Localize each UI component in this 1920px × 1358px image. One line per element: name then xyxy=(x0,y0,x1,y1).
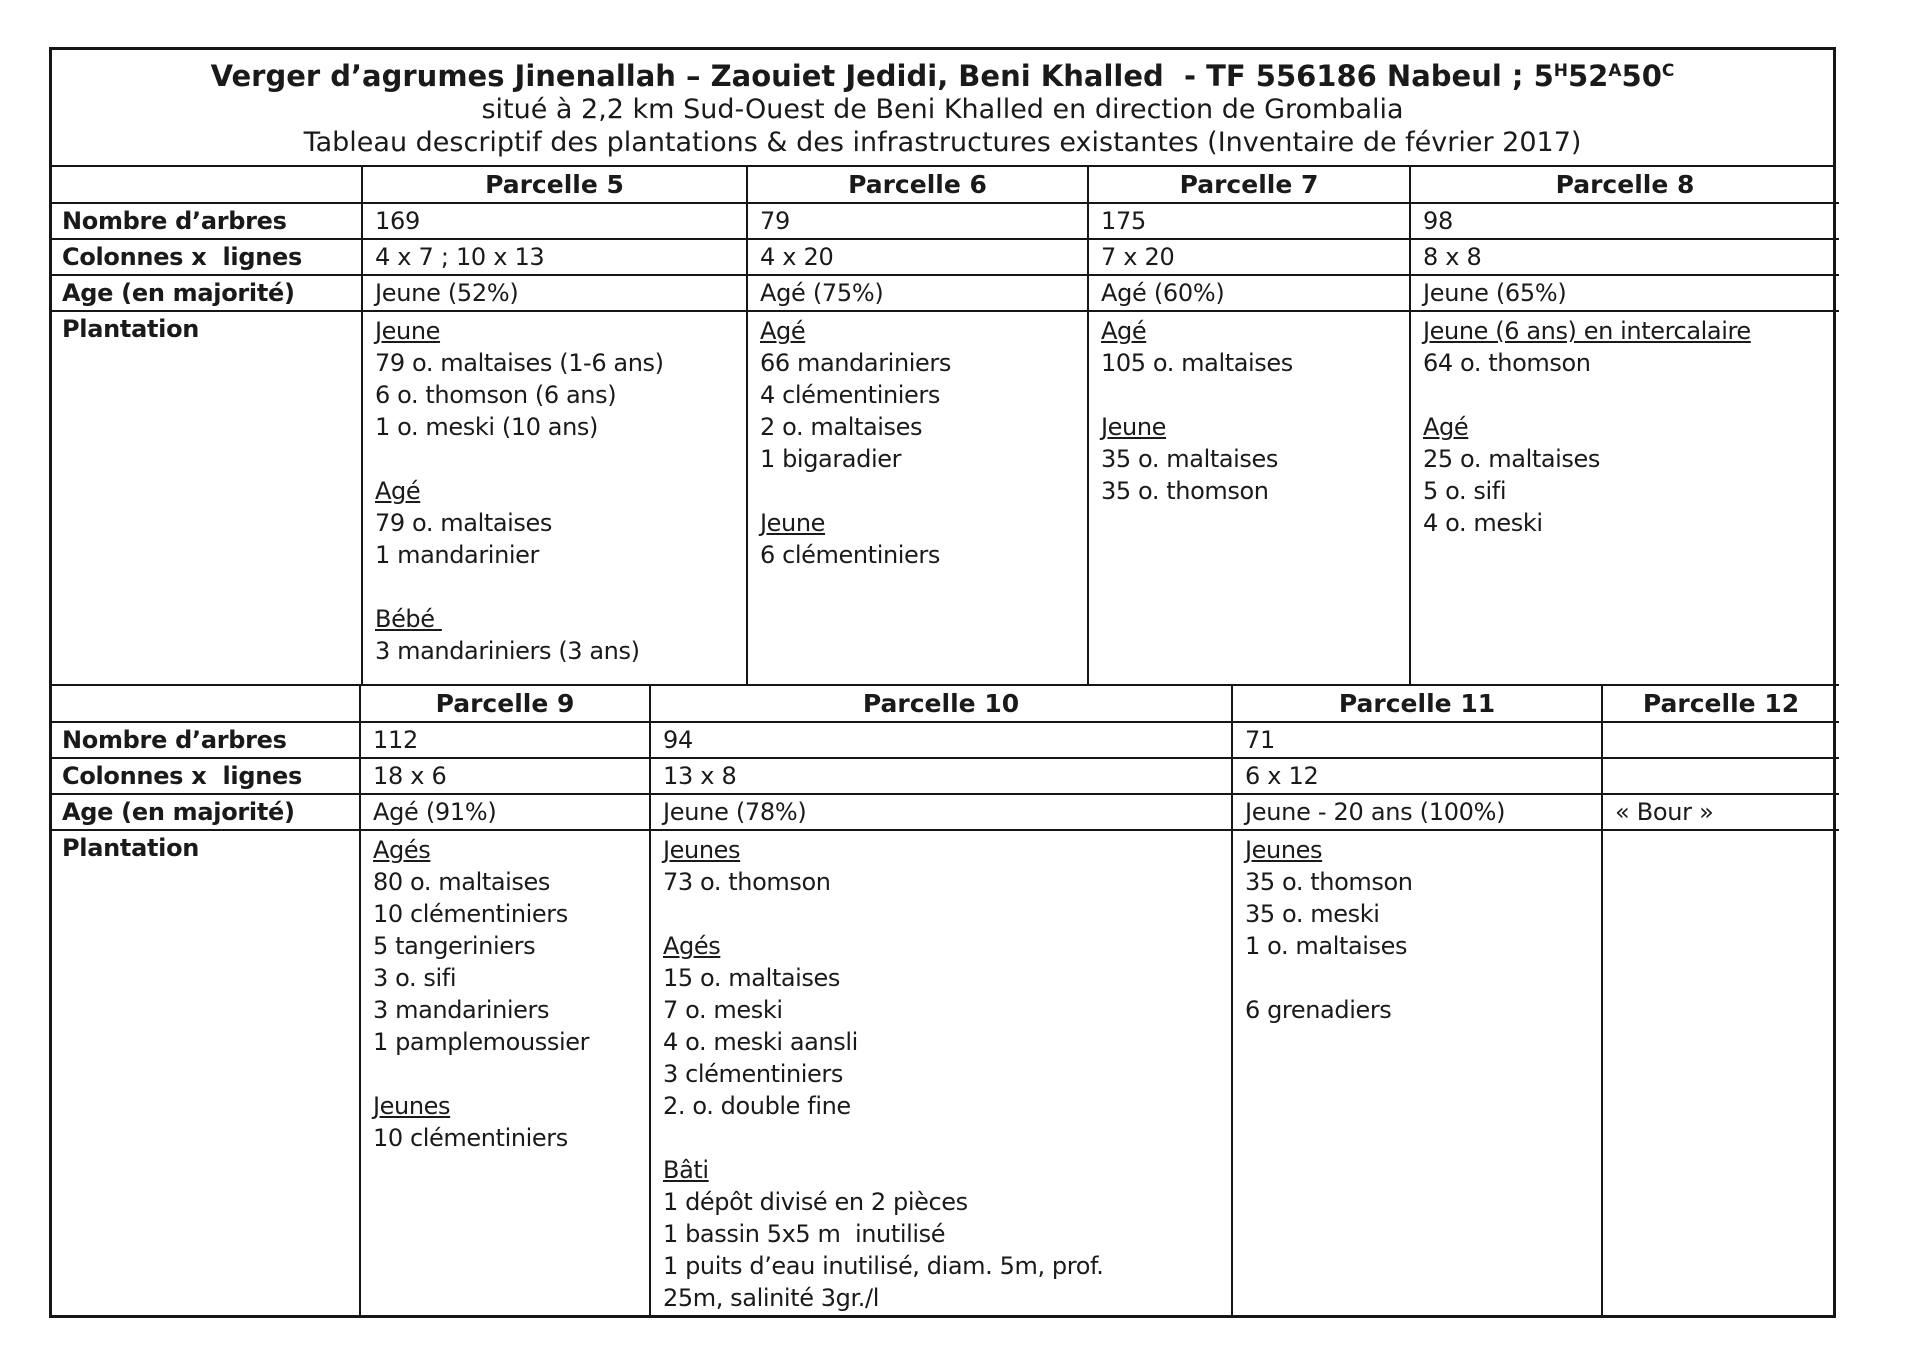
plantation-line xyxy=(760,475,1087,507)
title-superscript-are: A xyxy=(1608,61,1622,81)
column-header-parcelle-8: Parcelle 8 xyxy=(1410,167,1839,203)
table-header-row xyxy=(52,167,1839,203)
plantation-line: 79 o. maltaises (1-6 ans) xyxy=(375,349,664,377)
parcelles-table-5-8 xyxy=(52,167,1839,686)
column-header-parcelle-12: Parcelle 12 xyxy=(1602,686,1839,722)
plantation-line xyxy=(1245,962,1601,994)
plantation-line: Agés xyxy=(663,932,721,960)
plantation-line: 1 o. meski (10 ans) xyxy=(375,413,598,441)
plantation-line: Bébé xyxy=(375,605,442,633)
plantation-line: 6 grenadiers xyxy=(1245,996,1392,1024)
grid-parcelle-11: 6 x 12 xyxy=(1232,758,1602,794)
plantation-line: 35 o. meski xyxy=(1245,900,1380,928)
plantation-line: Jeunes xyxy=(663,836,741,864)
plantation-line: 3 o. sifi xyxy=(373,964,457,992)
grid-parcelle-7: 7 x 20 xyxy=(1088,239,1410,275)
plantation-cell-parcelle-6 xyxy=(747,311,1088,685)
grid-parcelle-12 xyxy=(1602,758,1839,794)
plantation-line: 1 bigaradier xyxy=(760,445,902,473)
title-superscript-centiare: C xyxy=(1661,61,1675,81)
parcelles-table-9-12 xyxy=(52,686,1839,1315)
row-label-plantation: Plantation xyxy=(52,830,360,1315)
column-header-parcelle-9: Parcelle 9 xyxy=(360,686,650,722)
title-text: 50 xyxy=(1621,59,1662,93)
scanned-inventory-document xyxy=(49,47,1836,1318)
plantation-cell-parcelle-7 xyxy=(1088,311,1410,685)
plantation-line: 105 o. maltaises xyxy=(1101,349,1293,377)
grid-parcelle-8: 8 x 8 xyxy=(1410,239,1839,275)
plantation-line: 1 pamplemoussier xyxy=(373,1028,590,1056)
plantation-line: 7 o. meski xyxy=(663,996,783,1024)
plantation-cell-parcelle-8 xyxy=(1410,311,1839,685)
age-parcelle-8: Jeune (65%) xyxy=(1410,275,1839,311)
plantation-line: 10 clémentiniers xyxy=(373,900,568,928)
row-label-plantation: Plantation xyxy=(52,311,362,685)
age-parcelle-6: Agé (75%) xyxy=(747,275,1088,311)
plantation-line: Agé xyxy=(1423,413,1469,441)
plantation-line: Jeunes xyxy=(373,1092,451,1120)
table-row-trees xyxy=(52,722,1839,758)
plantation-line: 6 o. thomson (6 ans) xyxy=(375,381,617,409)
table-row-grid xyxy=(52,758,1839,794)
plantation-cell-parcelle-9 xyxy=(360,830,650,1315)
table-row-plantation xyxy=(52,311,1839,685)
plantation-cell-parcelle-12 xyxy=(1602,830,1839,1315)
grid-parcelle-9: 18 x 6 xyxy=(360,758,650,794)
table-row-age xyxy=(52,275,1839,311)
corner-cell xyxy=(52,686,360,722)
title-text: 52 xyxy=(1568,59,1609,93)
column-header-parcelle-7: Parcelle 7 xyxy=(1088,167,1410,203)
plantation-line: 80 o. maltaises xyxy=(373,868,551,896)
trees-parcelle-11: 71 xyxy=(1232,722,1602,758)
plantation-line: Agés xyxy=(373,836,431,864)
plantation-line xyxy=(663,1122,1231,1154)
table-row-grid xyxy=(52,239,1839,275)
plantation-cell-parcelle-5 xyxy=(362,311,747,685)
plantation-line: 1 dépôt divisé en 2 pièces xyxy=(663,1188,968,1216)
plantation-line: 66 mandariniers xyxy=(760,349,951,377)
title-text: Verger d’agrumes Jinenallah – Zaouiet Jedidi, Beni Khalled - TF 556186 Nabeul ; 5 xyxy=(210,59,1554,93)
plantation-line: 4 clémentiniers xyxy=(760,381,940,409)
plantation-line xyxy=(373,1058,649,1090)
plantation-cell-parcelle-11 xyxy=(1232,830,1602,1315)
grid-parcelle-10: 13 x 8 xyxy=(650,758,1232,794)
column-header-parcelle-5: Parcelle 5 xyxy=(362,167,747,203)
document-subtitle-location: situé à 2,2 km Sud-Ouest de Beni Khalled en direction de Grombalia xyxy=(481,94,1404,125)
column-header-parcelle-6: Parcelle 6 xyxy=(747,167,1088,203)
plantation-line: 3 mandariniers (3 ans) xyxy=(375,637,640,665)
plantation-line: 35 o. thomson xyxy=(1245,868,1413,896)
plantation-cell-parcelle-10 xyxy=(650,830,1232,1315)
age-parcelle-9: Agé (91%) xyxy=(360,794,650,830)
table-row-trees xyxy=(52,203,1839,239)
plantation-line: 25m, salinité 3gr./l xyxy=(663,1284,879,1312)
plantation-line: 5 tangeriniers xyxy=(373,932,536,960)
plantation-line: Jeune xyxy=(760,509,826,537)
age-parcelle-11: Jeune - 20 ans (100%) xyxy=(1232,794,1602,830)
plantation-line xyxy=(1423,379,1839,411)
plantation-line xyxy=(1101,379,1409,411)
plantation-line: 1 o. maltaises xyxy=(1245,932,1408,960)
row-label-age: Age (en majorité) xyxy=(52,275,362,311)
trees-parcelle-9: 112 xyxy=(360,722,650,758)
grid-parcelle-5: 4 x 7 ; 10 x 13 xyxy=(362,239,747,275)
row-label-trees: Nombre d’arbres xyxy=(52,722,360,758)
plantation-line: 1 puits d’eau inutilisé, diam. 5m, prof. xyxy=(663,1252,1104,1280)
table-row-age xyxy=(52,794,1839,830)
trees-parcelle-5: 169 xyxy=(362,203,747,239)
plantation-line: 3 mandariniers xyxy=(373,996,550,1024)
plantation-line: 35 o. thomson xyxy=(1101,477,1269,505)
trees-parcelle-10: 94 xyxy=(650,722,1232,758)
age-parcelle-10: Jeune (78%) xyxy=(650,794,1232,830)
title-superscript-hectare: H xyxy=(1553,61,1568,81)
column-header-parcelle-10: Parcelle 10 xyxy=(650,686,1232,722)
plantation-line: 73 o. thomson xyxy=(663,868,831,896)
grid-parcelle-6: 4 x 20 xyxy=(747,239,1088,275)
trees-parcelle-8: 98 xyxy=(1410,203,1839,239)
row-label-age: Age (en majorité) xyxy=(52,794,360,830)
plantation-line: 10 clémentiniers xyxy=(373,1124,568,1152)
table-header-row xyxy=(52,686,1839,722)
trees-parcelle-6: 79 xyxy=(747,203,1088,239)
plantation-line: 64 o. thomson xyxy=(1423,349,1591,377)
plantation-line: 5 o. sifi xyxy=(1423,477,1507,505)
plantation-line: 2. o. double fine xyxy=(663,1092,851,1120)
row-label-grid: Colonnes x lignes xyxy=(52,758,360,794)
plantation-line xyxy=(663,898,1231,930)
document-header xyxy=(52,50,1833,167)
corner-cell xyxy=(52,167,362,203)
age-parcelle-5: Jeune (52%) xyxy=(362,275,747,311)
plantation-line: Jeune xyxy=(1101,413,1167,441)
plantation-line: 6 clémentiniers xyxy=(760,541,940,569)
plantation-line: 1 mandarinier xyxy=(375,541,539,569)
document-title xyxy=(52,55,1833,93)
plantation-line: 15 o. maltaises xyxy=(663,964,841,992)
plantation-line: 1 bassin 5x5 m inutilisé xyxy=(663,1220,946,1248)
plantation-line: 4 o. meski aansli xyxy=(663,1028,858,1056)
age-parcelle-12: « Bour » xyxy=(1602,794,1839,830)
age-parcelle-7: Agé (60%) xyxy=(1088,275,1410,311)
plantation-line: 3 clémentiniers xyxy=(663,1060,843,1088)
plantation-line: 2 o. maltaises xyxy=(760,413,923,441)
column-header-parcelle-11: Parcelle 11 xyxy=(1232,686,1602,722)
plantation-line: 25 o. maltaises xyxy=(1423,445,1601,473)
trees-parcelle-12 xyxy=(1602,722,1839,758)
row-label-trees: Nombre d’arbres xyxy=(52,203,362,239)
plantation-line: Bâti xyxy=(663,1156,709,1184)
plantation-line xyxy=(375,571,746,603)
plantation-line: 79 o. maltaises xyxy=(375,509,553,537)
plantation-line: Jeunes xyxy=(1245,836,1323,864)
plantation-line: Agé xyxy=(375,477,421,505)
plantation-line: Agé xyxy=(760,317,806,345)
plantation-line: Jeune xyxy=(375,317,441,345)
plantation-line: 35 o. maltaises xyxy=(1101,445,1279,473)
plantation-line: Agé xyxy=(1101,317,1147,345)
plantation-line xyxy=(375,443,746,475)
plantation-line: Jeune (6 ans) en intercalaire xyxy=(1423,317,1751,345)
row-label-grid: Colonnes x lignes xyxy=(52,239,362,275)
trees-parcelle-7: 175 xyxy=(1088,203,1410,239)
table-row-plantation xyxy=(52,830,1839,1315)
plantation-line: 4 o. meski xyxy=(1423,509,1543,537)
document-caption: Tableau descriptif des plantations & des infrastructures existantes (Inventaire de février 2017) xyxy=(303,127,1582,158)
